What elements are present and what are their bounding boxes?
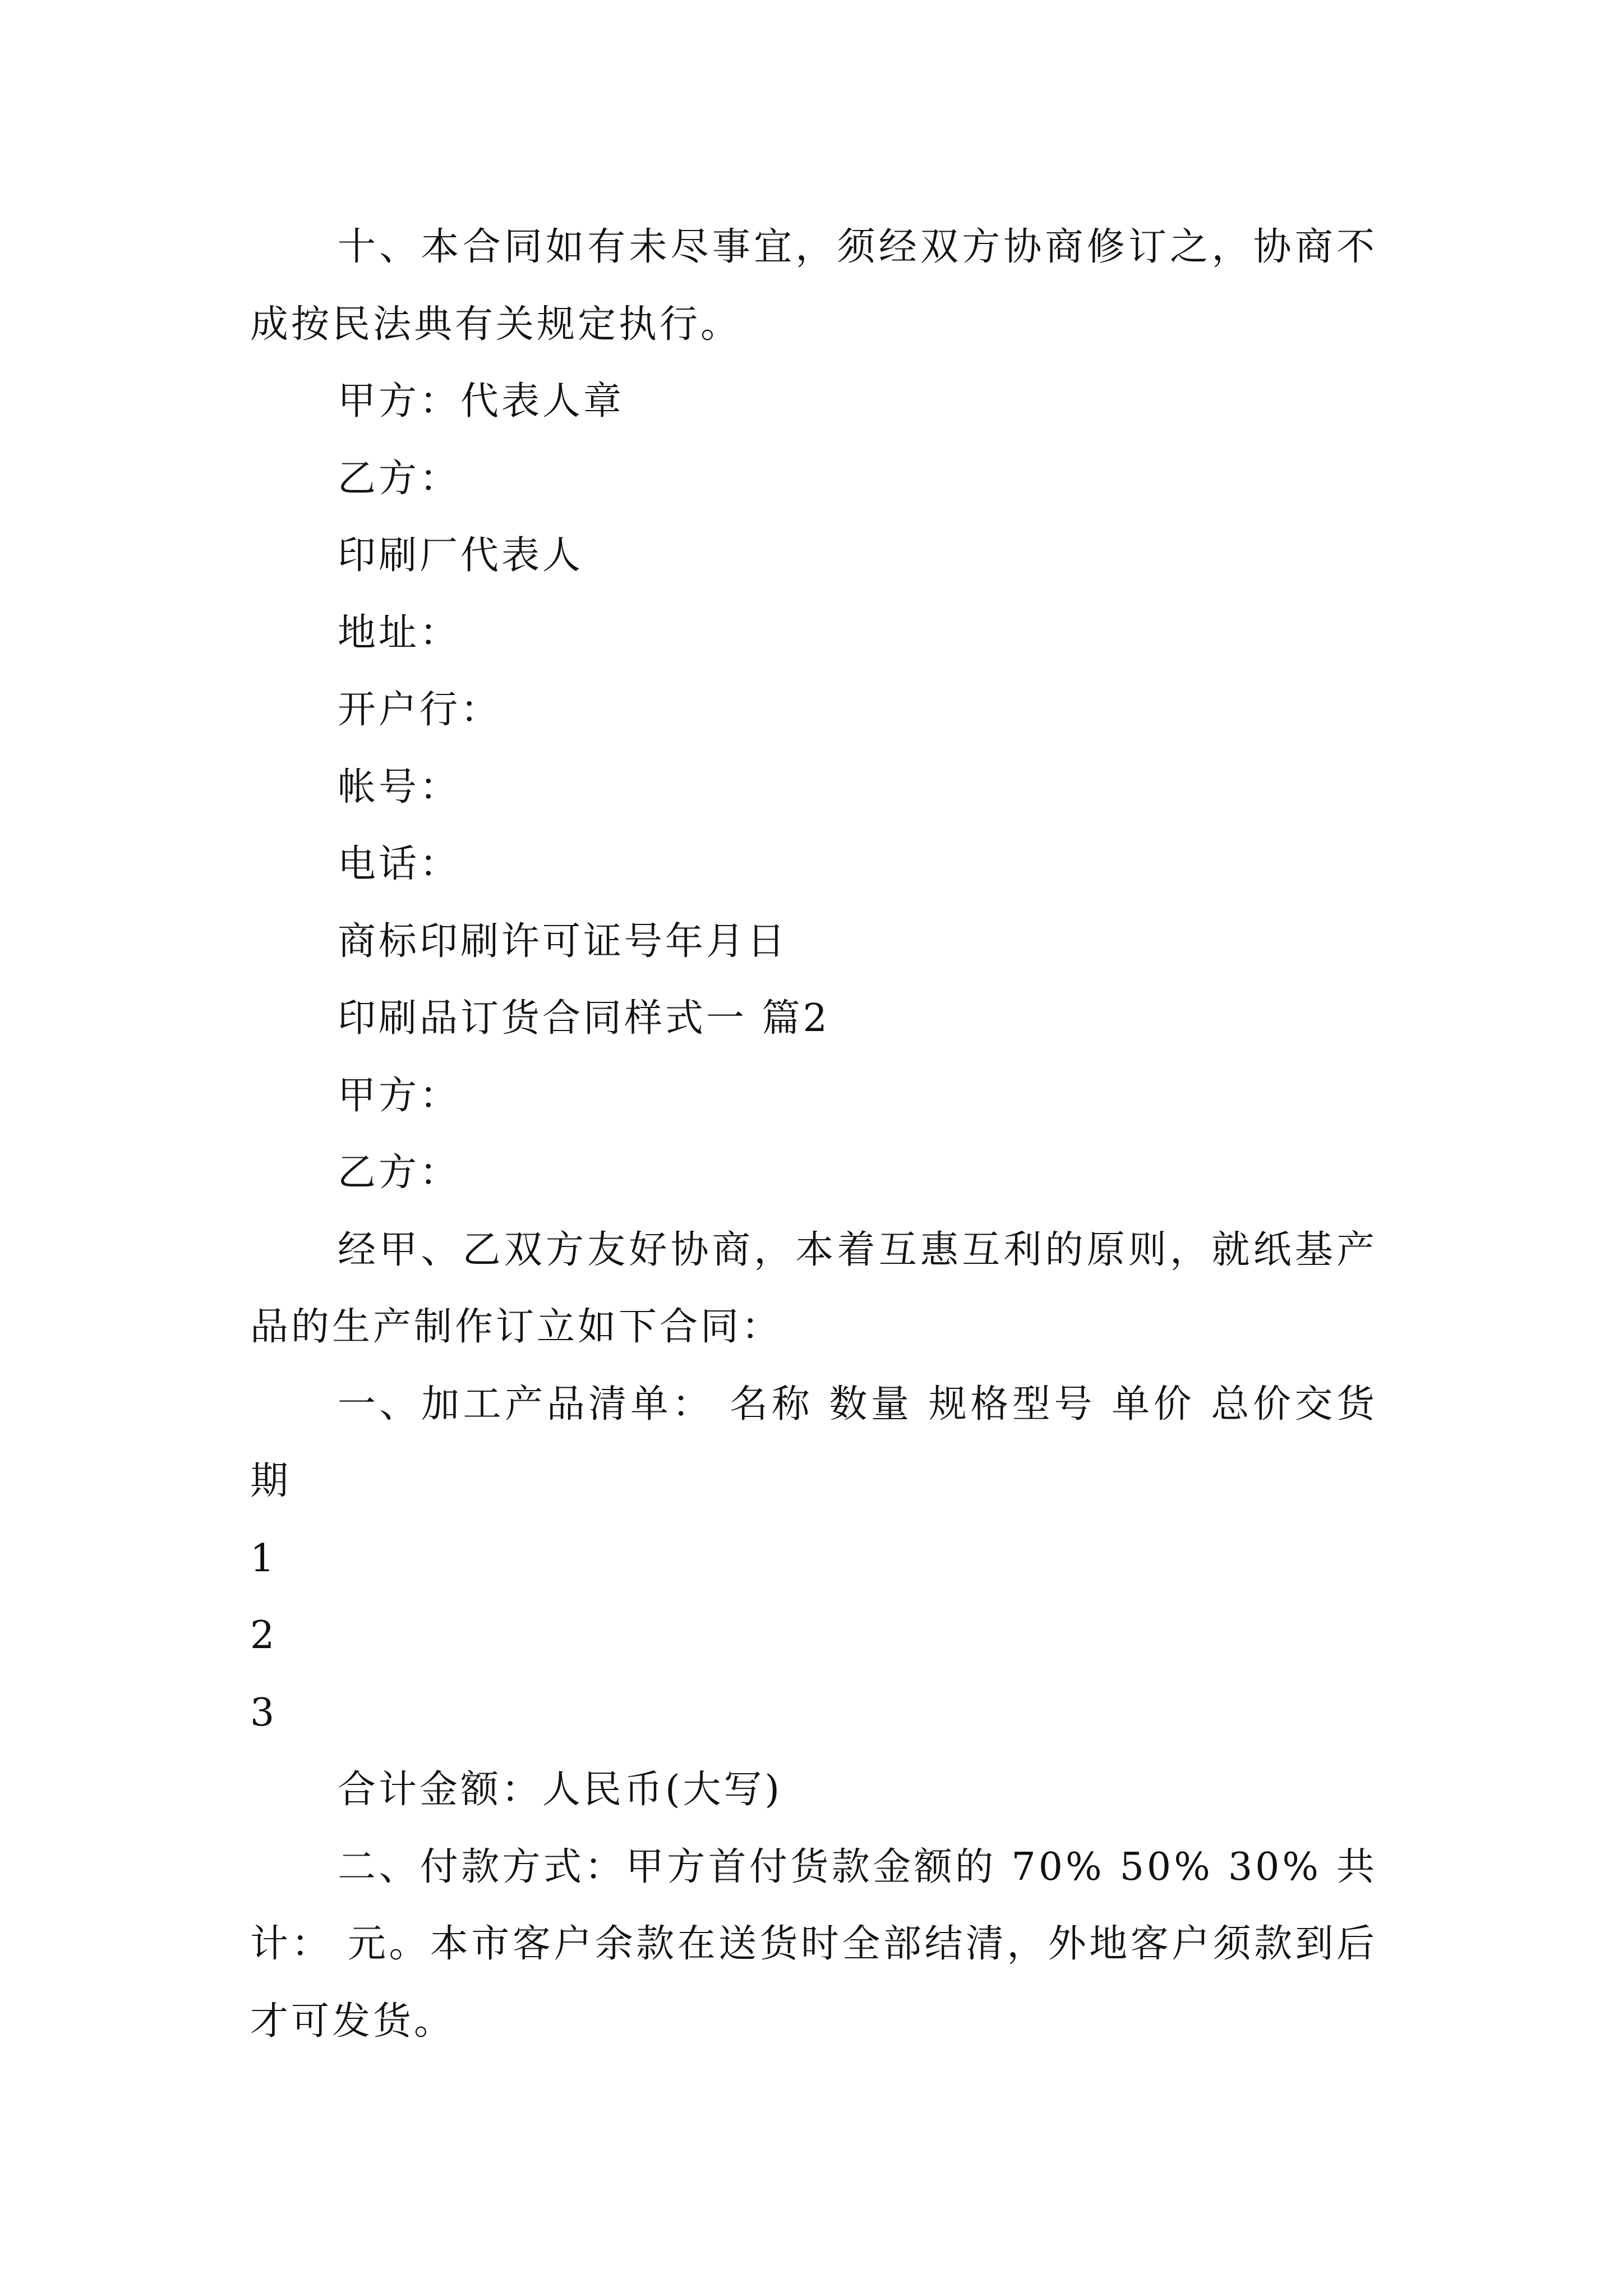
product-list-header: 一、加工产品清单： 名称 数量 规格型号 单价 总价交货期: [250, 1382, 1377, 1503]
license-date-line: 商标印刷许可证号年月日: [338, 919, 789, 964]
party-b-line-2: 乙方：: [338, 1151, 461, 1195]
address-line: 地址：: [338, 610, 461, 655]
list-item: 2: [250, 1613, 278, 1658]
clause-ten-paragraph: 十、本合同如有未尽事宜，须经双方协商修订之，协商不成按民法典有关规定执行。: [250, 225, 1377, 347]
document-body: [250, 209, 1377, 2060]
total-amount-line: 合计金额：人民币(大写): [338, 1768, 783, 1812]
printer-representative-line: 印刷厂代表人: [338, 533, 584, 578]
preamble-paragraph: 经甲、乙双方友好协商，本着互惠互利的原则，就纸基产品的生产制作订立如下合同：: [250, 1227, 1377, 1349]
phone-line: 电话：: [338, 842, 461, 886]
list-item: 3: [250, 1690, 278, 1735]
account-line: 帐号：: [338, 765, 461, 809]
bank-line: 开户行：: [338, 688, 502, 732]
payment-terms-paragraph: 二、付款方式：甲方首付货款金额的 70% 50% 30% 共计： 元。本市客户余款在送货时全部结清，外地客户须款到后才可发货。: [250, 1844, 1377, 2044]
party-b-line: 乙方：: [338, 456, 461, 501]
party-a-line: 甲方：: [338, 1073, 461, 1118]
list-item: 1: [250, 1536, 278, 1581]
section-heading: 印刷品订货合同样式一 篇2: [338, 996, 830, 1041]
party-a-signature-line: 甲方：代表人章: [338, 379, 625, 424]
